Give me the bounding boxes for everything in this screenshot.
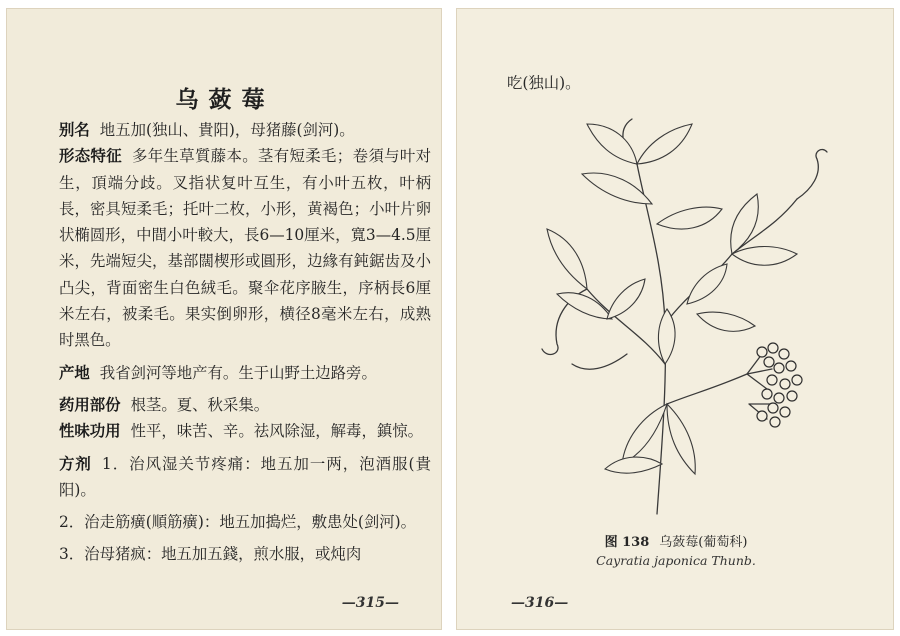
figure-name: 乌蔹莓(葡萄科): [659, 535, 748, 550]
term-label: 药用部份: [59, 395, 121, 414]
figure-caption: [457, 531, 894, 550]
entry-body: [59, 117, 431, 568]
term-label: 产地: [59, 363, 90, 382]
plant-title: 乌蔹莓: [175, 86, 275, 113]
term-text: 根茎。夏、秋采集。: [130, 395, 270, 414]
page-number: —315—: [341, 595, 399, 611]
recipe-3: 3．治母猪疯：地五加五錢，煎水服，或炖肉: [59, 545, 362, 564]
entry-origin: [59, 360, 431, 386]
recipe-2: 2．治走筋癀(順筋癀)：地五加搗烂，敷患处(剑河)。: [59, 513, 417, 532]
continued-text: 吃(独山)。: [507, 74, 581, 92]
term-label: 形态特征: [59, 147, 123, 166]
term-text: 性平，味苦、辛。祛风除湿，解毒，鎮惊。: [130, 422, 424, 441]
term-text: 1．治风湿关节疼痛：地五加一两，泡酒服(貴阳)。: [59, 454, 431, 499]
term-text: 我省剑河等地产有。生于山野土边路旁。: [99, 363, 377, 382]
right-page: [456, 8, 894, 630]
term-text: 地五加(独山、貴阳)，母猪藤(剑河)。: [99, 121, 355, 139]
page-number: —316—: [511, 595, 569, 611]
plant-illustration: [517, 104, 837, 524]
entry-properties: [59, 418, 431, 444]
entry-prescriptions: [59, 451, 431, 504]
left-page: [6, 8, 442, 630]
entry-alias: [59, 117, 431, 143]
term-text: 多年生草質藤本。茎有短柔毛；卷須与叶对生，頂端分歧。叉指状复叶互生，有小叶五枚，叶柄長，密具短柔毛；托叶二枚，小形，黄褐色；小叶片卵状椭圆形，中間小叶較大，長6—10厘米，寬3—4.5厘米，先端短尖，基部闊楔形或圓形，边緣有鈍鋸齿及小凸尖，背面密生白色絨毛。聚伞花序腋生，序柄長6厘米左右，被柔毛。果实倒卵形，横径8毫米左右，成熟时黑色。: [59, 147, 431, 350]
term-label: 别名: [59, 121, 90, 139]
figure-number: 图 138: [604, 535, 650, 550]
entry-morphology: [59, 143, 431, 353]
entry-medicinal-part: [59, 392, 431, 418]
term-label: 方剂: [59, 454, 92, 473]
term-label: 性味功用: [59, 422, 121, 441]
latin-name: Cayratia japonica Thunb.: [596, 553, 756, 568]
